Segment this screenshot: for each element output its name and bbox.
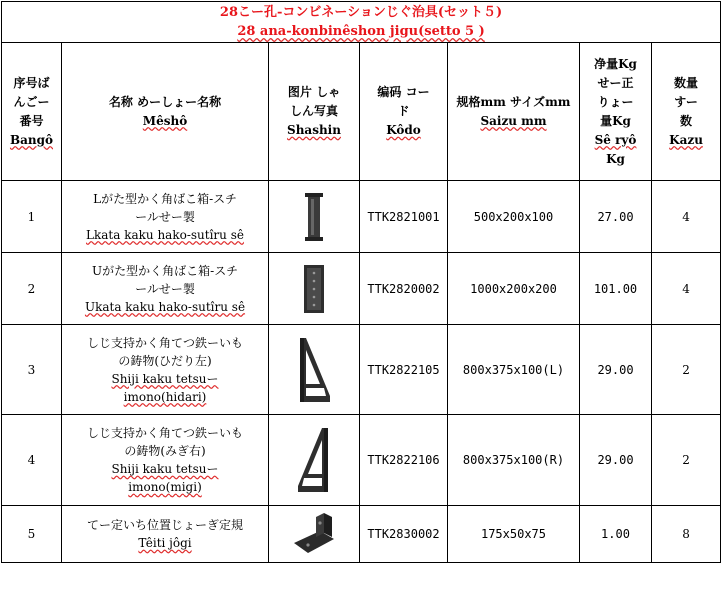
cell-code: TTK2822105 [360,325,448,415]
table-row [2,506,721,563]
positioning-gauge-icon [290,513,338,555]
header-qty: 数量 すー 数 Kazu [652,43,721,181]
left-support-icon [294,336,334,404]
parts-table [1,1,721,563]
cell-photo [269,181,360,253]
cell-weight: 27.00 [580,181,652,253]
title-line-1: 28こー孔-コンビネーションじぐ治具(セット５) [219,5,503,20]
cell-no: 5 [2,506,62,563]
cell-name: てー定いち位置じょーぎ定規 Têiti jôgi [62,506,269,563]
cell-name: しじ支持かく角てつ鉄ーいも の鋳物(みぎ右) Shiji kaku tetsuー imono(migi) [62,415,269,506]
cell-qty: 2 [652,325,721,415]
table-row [2,415,721,506]
cell-spec: 500x200x100 [448,181,580,253]
cell-name: しじ支持かく角てつ鉄ーいも の鋳物(ひだり左) Shiji kaku tetsuー imono(hidari) [62,325,269,415]
cell-spec: 175x50x75 [448,506,580,563]
cell-qty: 4 [652,181,721,253]
header-spec: 规格mm サイズmm Saizu mm [448,43,580,181]
cell-code: TTK2822106 [360,415,448,506]
cell-spec: 1000x200x200 [448,253,580,325]
cell-weight: 1.00 [580,506,652,563]
header-weight: 净量Kg せー正 りょー 量Kg Sê ryô Kg [580,43,652,181]
cell-photo [269,415,360,506]
cell-name: Lがた型かく角ばこ箱-スチ ールせー製 Lkata kaku hako-sutîru sê [62,181,269,253]
cell-weight: 29.00 [580,415,652,506]
cell-code: TTK2821001 [360,181,448,253]
cell-code: TTK2820002 [360,253,448,325]
cell-photo [269,506,360,563]
cell-no: 2 [2,253,62,325]
header-no: 序号ば んごー 番号 Bangô [2,43,62,181]
cell-no: 3 [2,325,62,415]
cell-spec: 800x375x100(L) [448,325,580,415]
cell-no: 4 [2,415,62,506]
table-row [2,253,721,325]
cell-weight: 29.00 [580,325,652,415]
cell-name: Uがた型かく角ばこ箱-スチ ールせー製 Ukata kaku hako-sutîru sê [62,253,269,325]
cell-photo [269,253,360,325]
table-row [2,325,721,415]
cell-spec: 800x375x100(R) [448,415,580,506]
cell-code: TTK2830002 [360,506,448,563]
header-photo: 图片 しゃ しん写真 Shashin [269,43,360,181]
title-line-2: 28 ana-konbinêshon jigu(setto 5 ) [237,24,485,39]
table-row [2,181,721,253]
header-row [2,43,721,181]
cell-photo [269,325,360,415]
u-box-icon [299,263,329,315]
cell-no: 1 [2,181,62,253]
cell-qty: 4 [652,253,721,325]
header-code: 编码 コー ド Kôdo [360,43,448,181]
cell-qty: 8 [652,506,721,563]
l-box-icon [299,191,329,243]
cell-qty: 2 [652,415,721,506]
header-name: 名称 めーしょー名称 Mêshô [62,43,269,181]
right-support-icon [294,426,334,494]
table-title [2,2,721,43]
title-row [2,2,721,43]
cell-weight: 101.00 [580,253,652,325]
